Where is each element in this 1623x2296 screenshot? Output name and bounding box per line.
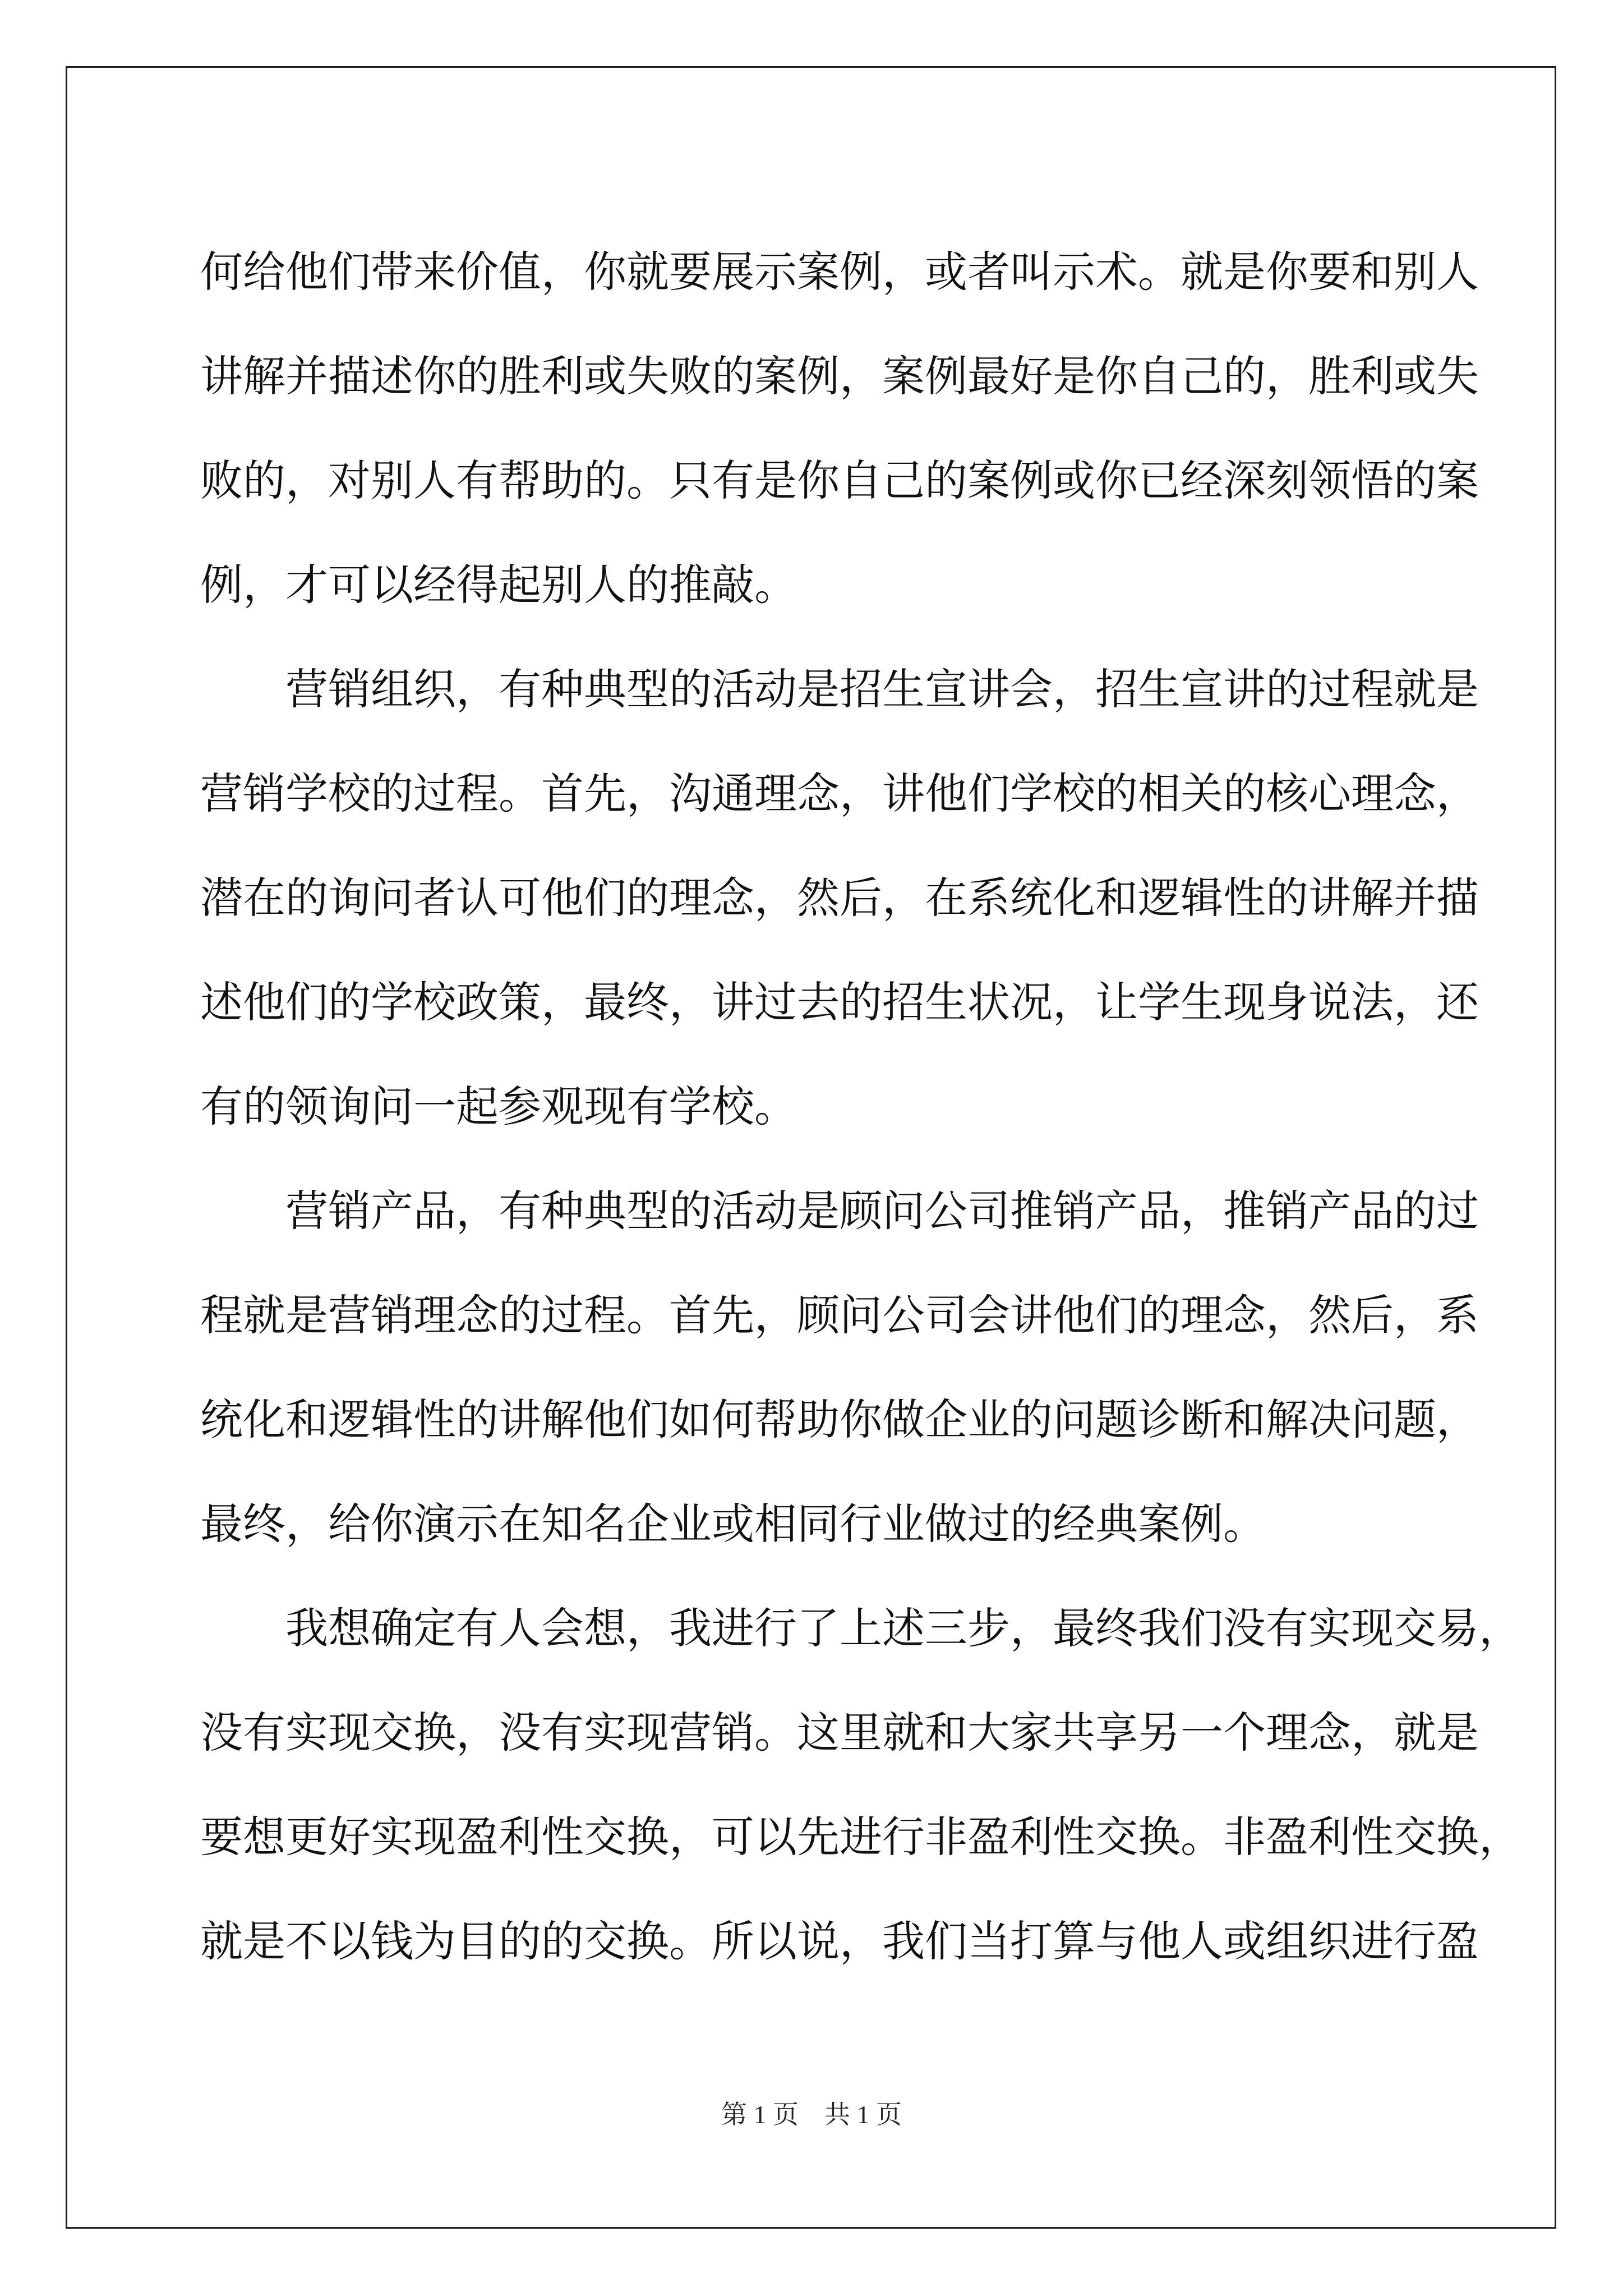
paragraph-exchange-line-1: 我想确定有人会想，我进行了上述三步，最终我们没有实现交易， (285, 1603, 1521, 1653)
text-line-7: 潜在的询问者认可他们的理念，然后，在系统化和逻辑性的讲解并描 (200, 873, 1479, 923)
document-body (200, 220, 1521, 1994)
text-line-2: 讲解并描述你的胜利或失败的案例，案例最好是你自己的，胜利或失 (200, 351, 1479, 401)
paragraph-product-line-1: 营销产品，有种典型的活动是顾问公司推销产品，推销产品的过 (285, 1186, 1479, 1236)
page-number-footer: 第 1 页 共 1 页 (721, 2100, 902, 2129)
text-line-8: 述他们的学校政策，最终，讲过去的招生状况，让学生现身说法，还 (200, 977, 1479, 1027)
text-line-6: 营销学校的过程。首先，沟通理念，讲他们学校的相关的核心理念， (200, 769, 1479, 818)
text-line-15: 没有实现交换，没有实现营销。这里就和大家共享另一个理念，就是 (200, 1708, 1479, 1757)
text-line-3: 败的，对别人有帮助的。只有是你自己的案例或你已经深刻领悟的案 (200, 455, 1479, 505)
text-line-9: 有的领询问一起参观现有学校。 (200, 1082, 797, 1131)
text-line-17: 就是不以钱为目的的交换。所以说，我们当打算与他人或组织进行盈 (200, 1916, 1479, 1966)
text-line-11: 程就是营销理念的过程。首先，顾问公司会讲他们的理念，然后，系 (200, 1290, 1479, 1340)
text-line-16: 要想更好实现盈利性交换，可以先进行非盈利性交换。非盈利性交换， (200, 1812, 1521, 1862)
text-line-13: 最终，给你演示在知名企业或相同行业做过的经典案例。 (200, 1499, 1266, 1549)
text-line-1: 何给他们带来价值，你就要展示案例，或者叫示术。就是你要和别人 (200, 247, 1479, 297)
paragraph-organization-line-1: 营销组织，有种典型的活动是招生宣讲会，招生宣讲的过程就是 (285, 664, 1479, 714)
text-line-4: 例，才可以经得起别人的推敲。 (200, 560, 797, 610)
text-line-12: 统化和逻辑性的讲解他们如何帮助你做企业的问题诊断和解决问题， (200, 1395, 1479, 1444)
